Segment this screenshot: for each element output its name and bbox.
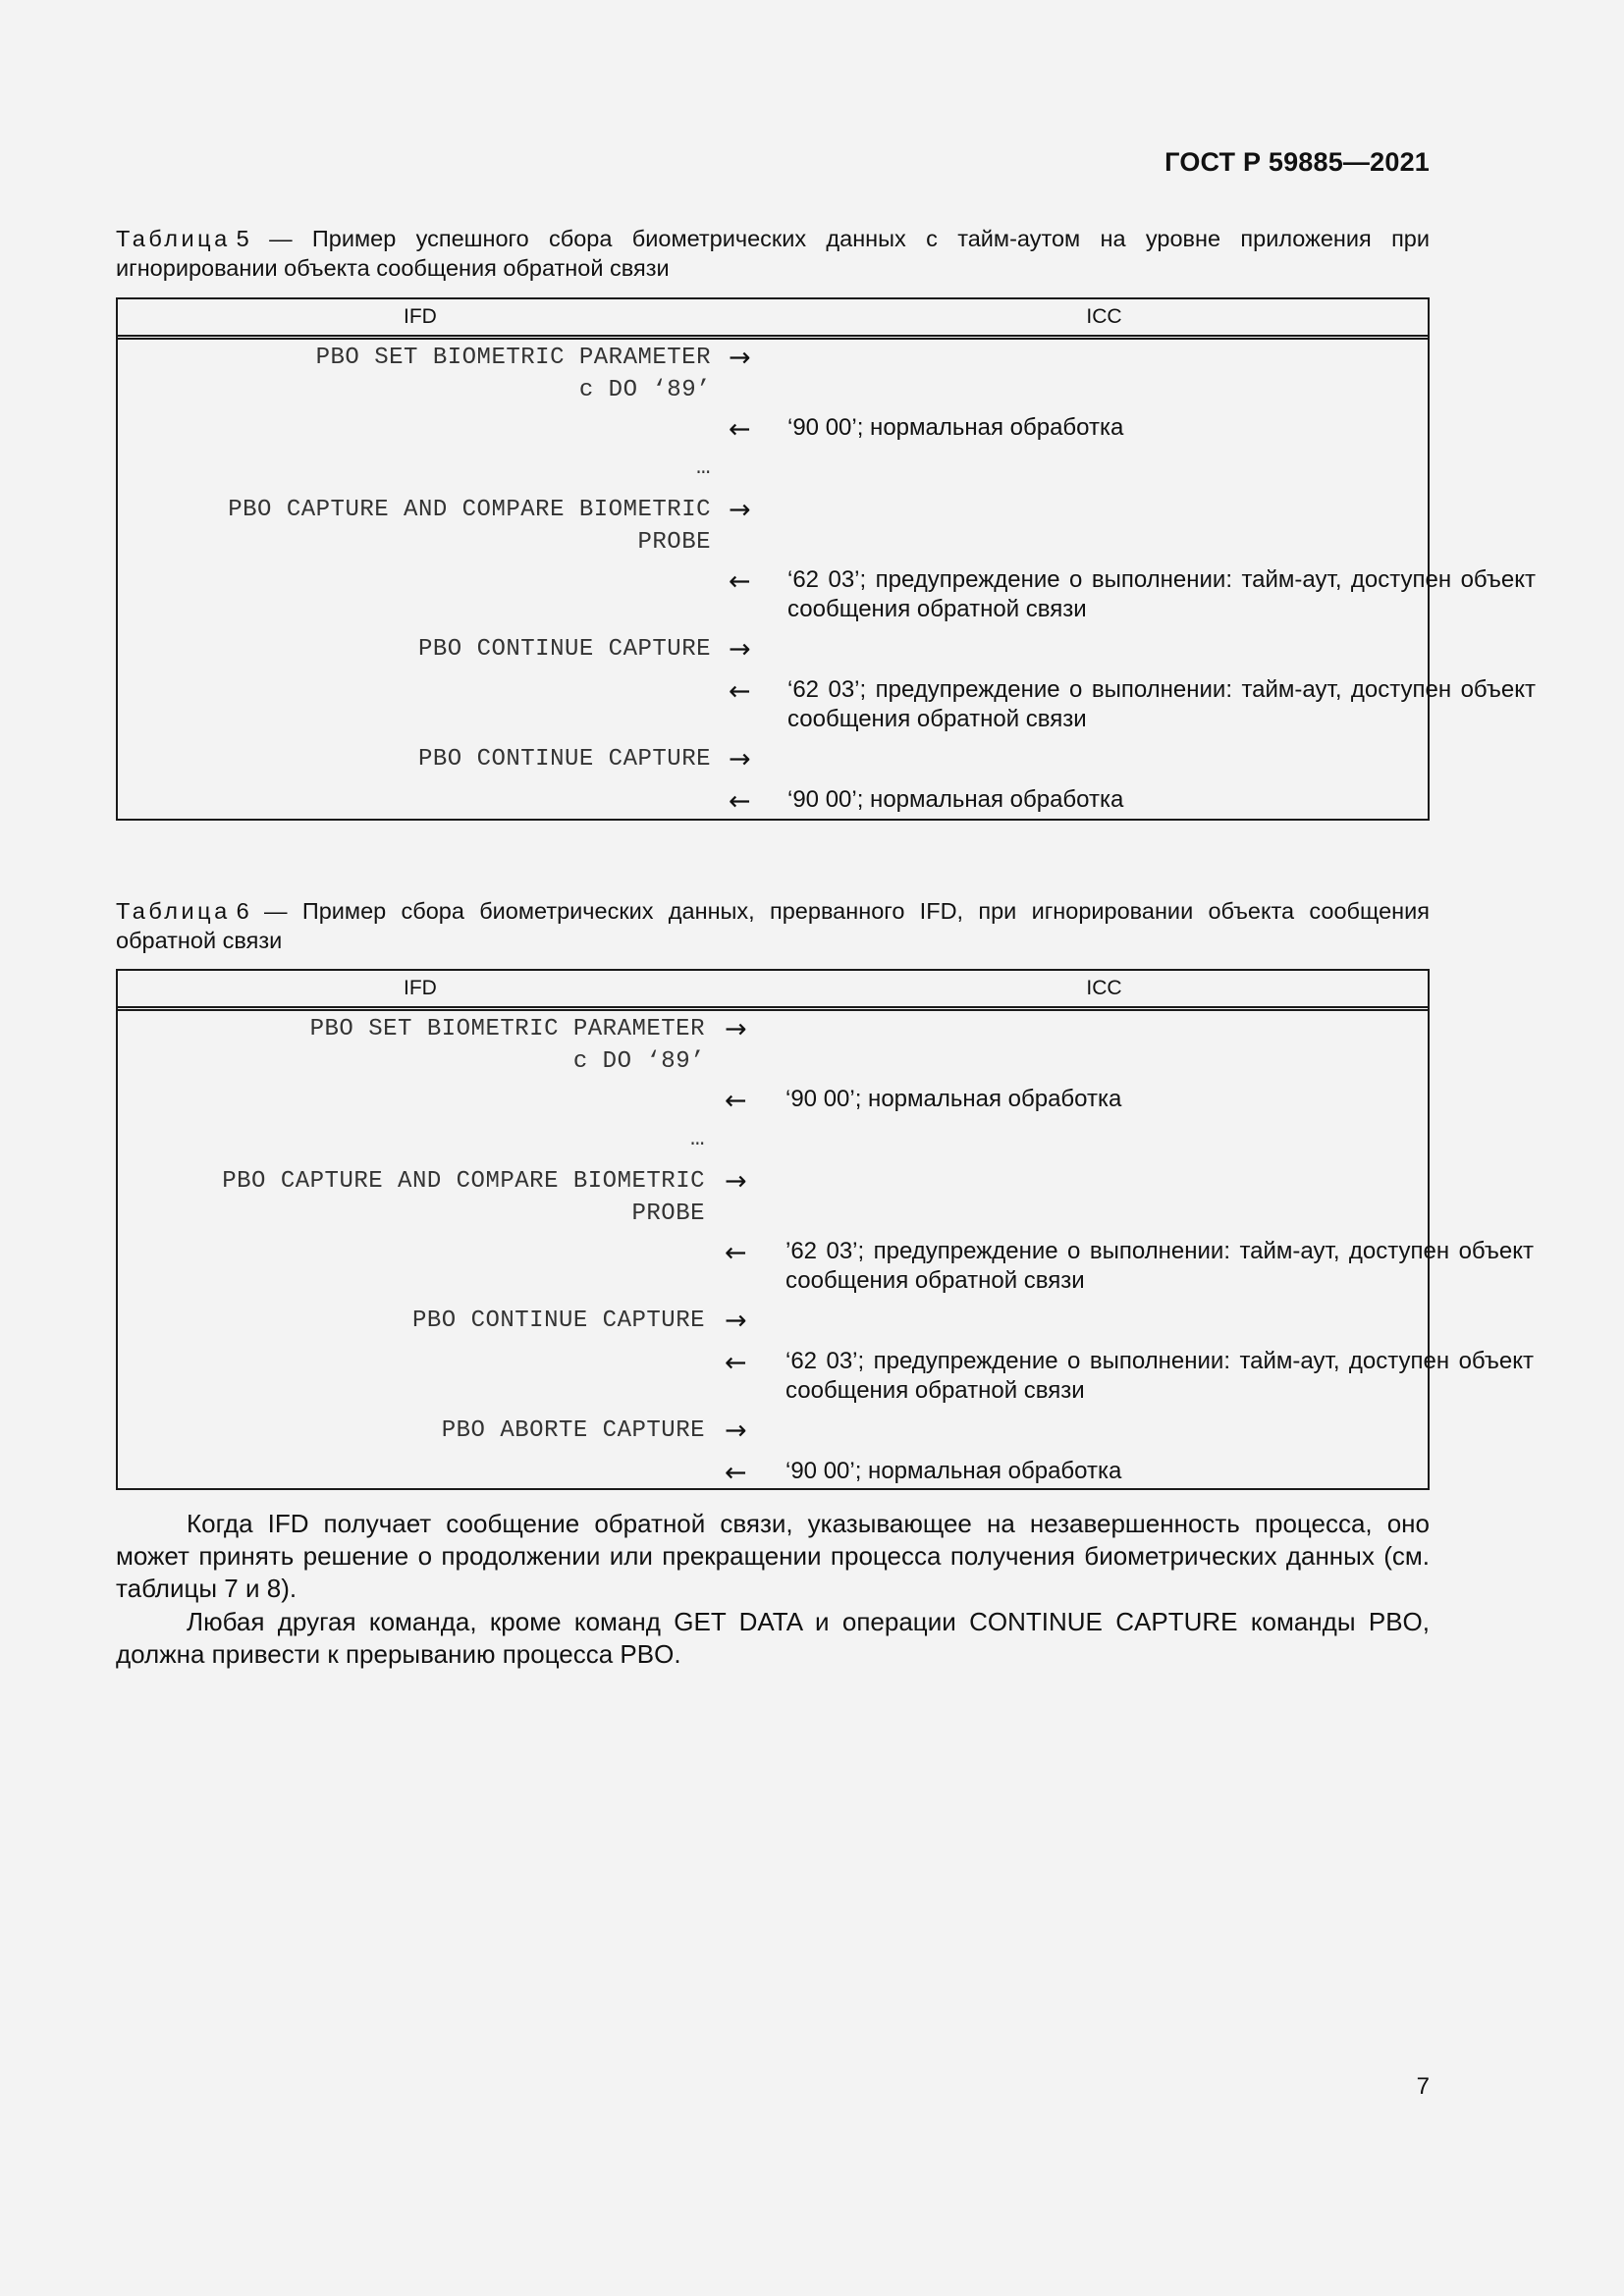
ifd-command: PBO CAPTURE AND COMPARE BIOMETRIC PROBE (228, 497, 711, 556)
arrow-left-icon: ← (729, 786, 751, 817)
body-paragraph-2: Любая другая команда, кроме команд GET DATA и операции CONTINUE CAPTURE команды PBO, должна привести к прерыванию процесса PBO. (116, 1607, 1430, 1669)
table6-caption-text: 6 — Пример сбора биометрических данных, прерванного IFD, при игнорировании объекта сообщения обратной связи (116, 898, 1430, 953)
table6-col-icc: ICC (1086, 977, 1122, 999)
arrow-right-icon: → (725, 1014, 747, 1044)
arrow-left-icon: ← (729, 676, 751, 707)
arrow-right-icon: → (729, 634, 751, 665)
icc-response: ’62 03’; предупреждение о выполнении: тайм-аут, доступен объект сообщения обратной связи (785, 1238, 1534, 1294)
icc-response: ‘90 00’; нормальная обработка (785, 1458, 1122, 1484)
arrow-right-icon: → (729, 744, 751, 774)
table6-header (118, 971, 1428, 1011)
arrow-left-icon: ← (725, 1086, 747, 1116)
document-code: ГОСТ Р 59885—2021 (1164, 147, 1430, 177)
arrow-right-icon: → (725, 1415, 747, 1446)
table6-caption (116, 896, 1430, 955)
table5-col-icc: ICC (1086, 305, 1122, 328)
table5-caption-text: 5 — Пример успешного сбора биометрических данных с тайм-аутом на уровне приложения при игнорировании объекта сообщения обратной связи (116, 226, 1430, 281)
body-paragraph-1: Когда IFD получает сообщение обратной связи, указывающее на незавершенность процесса, оно может принять решение о продолжении или прекращении процесса получения биометрических данных (см. таблицы 7 и 8). (116, 1509, 1430, 1603)
arrow-right-icon: → (729, 343, 751, 373)
ifd-command: PBO SET BIOMETRIC PARAMETER с DO ‘89’ (309, 1016, 705, 1075)
ifd-command: PBO CONTINUE CAPTURE (417, 746, 711, 773)
ifd-command: … (696, 454, 711, 481)
arrow-left-icon: ← (729, 414, 751, 445)
icc-response: ‘90 00’; нормальная обработка (787, 786, 1124, 813)
arrow-left-icon: ← (725, 1348, 747, 1378)
table5-col-ifd: IFD (404, 305, 437, 328)
table6 (116, 969, 1534, 1490)
ifd-command: … (690, 1126, 705, 1152)
ifd-command: PBO CAPTURE AND COMPARE BIOMETRIC PROBE (222, 1168, 705, 1227)
ifd-command: PBO CONTINUE CAPTURE (417, 636, 711, 663)
table5 (116, 297, 1536, 821)
arrow-left-icon: ← (729, 566, 751, 597)
arrow-right-icon: → (729, 495, 751, 525)
arrow-right-icon: → (725, 1306, 747, 1336)
icc-response: ‘90 00’; нормальная обработка (787, 414, 1124, 441)
ifd-command: PBO ABORTE CAPTURE (441, 1417, 705, 1444)
page-number: 7 (1416, 2073, 1430, 2100)
ifd-command: PBO SET BIOMETRIC PARAMETER с DO ‘89’ (315, 345, 711, 403)
icc-response: ‘62 03’; предупреждение о выполнении: тайм-аут, доступен объект сообщения обратной связи (787, 566, 1536, 622)
table5-label: Таблица (116, 226, 231, 251)
arrow-right-icon: → (725, 1166, 747, 1197)
icc-response: ‘90 00’; нормальная обработка (785, 1086, 1122, 1112)
ifd-command: PBO CONTINUE CAPTURE (411, 1308, 705, 1334)
table6-label: Таблица (116, 898, 231, 924)
table5-caption (116, 224, 1430, 283)
icc-response: ‘62 03’; предупреждение о выполнении: тайм-аут, доступен объект сообщения обратной связи (787, 676, 1536, 732)
table6-col-ifd: IFD (404, 977, 437, 999)
arrow-left-icon: ← (725, 1458, 747, 1488)
table5-header (118, 299, 1428, 340)
arrow-left-icon: ← (725, 1238, 747, 1268)
icc-response: ‘62 03’; предупреждение о выполнении: тайм-аут, доступен объект сообщения обратной связи (785, 1348, 1534, 1404)
